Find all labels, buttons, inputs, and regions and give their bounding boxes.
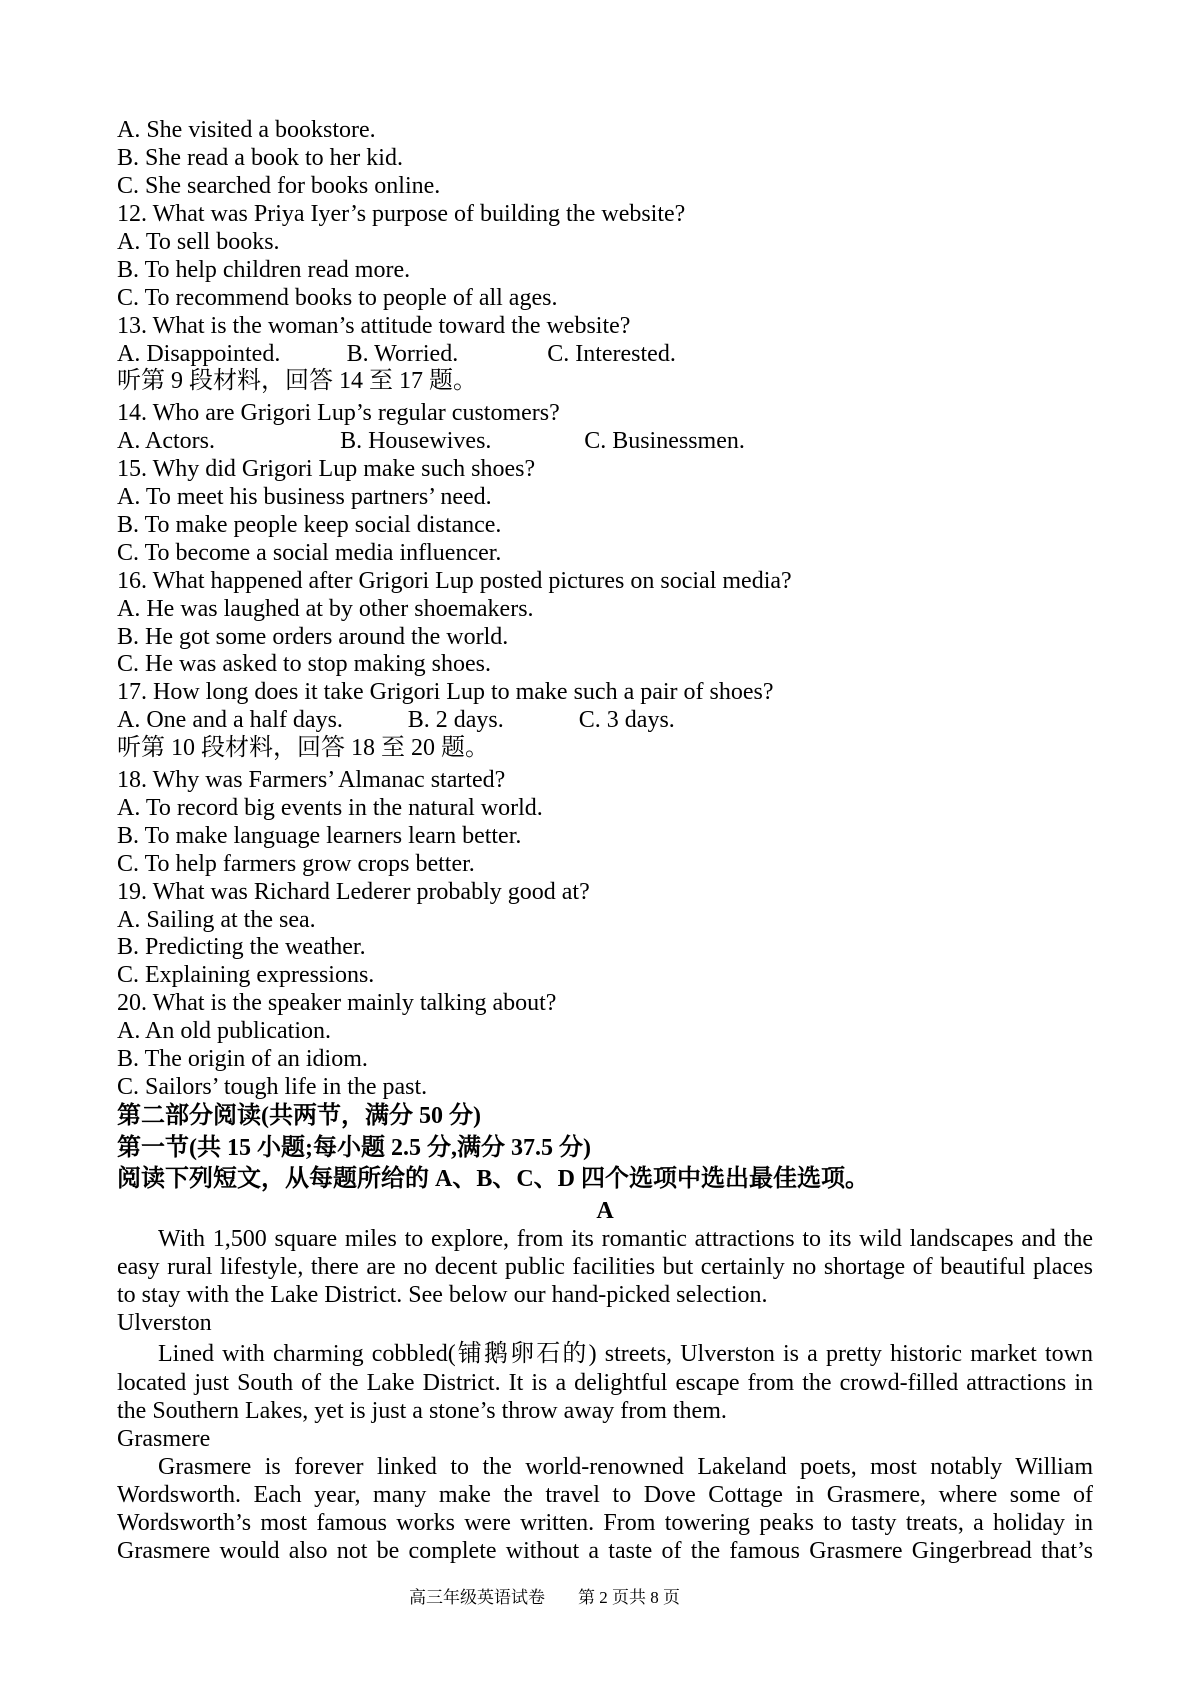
option-a: A. One and a half days. — [117, 707, 343, 734]
paragraph-line: Grasmere is forever linked to the world-renowned Lakeland poets, most notably William — [158, 1453, 1093, 1480]
option-a: A. Disappointed. — [117, 340, 281, 367]
paragraph-line: Grasmere would also not be complete without a taste of the famous Grasmere Gingerbread that’s — [117, 1537, 1093, 1564]
passage-label: A — [596, 1197, 614, 1224]
option-c: C. To become a social media influencer. — [117, 539, 502, 566]
option-b: B. The origin of an idiom. — [117, 1046, 368, 1073]
option-c: C. He was asked to stop making shoes. — [117, 651, 491, 678]
question-stem: 16. What happened after Grigori Lup posted pictures on social media? — [117, 567, 792, 594]
option-b: B. 2 days. — [407, 707, 504, 734]
option-b: B. Predicting the weather. — [117, 934, 366, 961]
option-c: C. To recommend books to people of all ages. — [117, 284, 558, 311]
passage-intro-paragraph — [117, 1226, 1093, 1310]
paragraph-line: the Southern Lakes, yet is just a stone’s throw away from them. — [117, 1398, 727, 1425]
question-stem: 13. What is the woman’s attitude toward the website? — [117, 312, 631, 339]
option-c: C. Businessmen. — [584, 427, 745, 454]
place-paragraph — [117, 1454, 1093, 1566]
option-a: A. An old publication. — [117, 1018, 331, 1045]
option-b: B. To make people keep social distance. — [117, 511, 502, 538]
question-18 — [117, 767, 1093, 879]
paragraph-line: easy rural lifestyle, there are no decent public facilities but certainly no shortage of beautiful places — [117, 1253, 1093, 1280]
place-heading: Ulverston — [117, 1309, 212, 1336]
paragraph-line: With 1,500 square miles to explore, from its romantic attractions to its wild landscapes and the — [158, 1225, 1093, 1252]
question-stem: 19. What was Richard Lederer probably good at? — [117, 878, 590, 905]
question-12 — [117, 201, 1093, 313]
place-heading: Grasmere — [117, 1426, 211, 1453]
option-row — [117, 707, 1093, 735]
option-a: A. He was laughed at by other shoemakers. — [117, 595, 534, 622]
option-b: B. To make language learners learn better. — [117, 822, 522, 849]
option-b: B. He got some orders around the world. — [117, 623, 509, 650]
option-a: A. To record big events in the natural world. — [117, 794, 543, 821]
footer-exam-title: 高三年级英语试卷 — [409, 1588, 545, 1607]
question-stem: 14. Who are Grigori Lup’s regular customers? — [117, 400, 560, 427]
footer-page-number: 第 2 页共 8 页 — [578, 1588, 680, 1607]
question-stem: 15. Why did Grigori Lup make such shoes? — [117, 455, 536, 482]
option-b: B. Worried. — [346, 340, 459, 367]
question-stem: 18. Why was Farmers’ Almanac started? — [117, 766, 506, 793]
option-row — [117, 341, 1093, 369]
paragraph-line: located just South of the Lake District. It is a delightful escape from the crowd-filled attractions in — [117, 1370, 1093, 1397]
material-instruction: 听第 10 段材料，回答 18 至 20 题。 — [117, 735, 489, 762]
paragraph-line: Wordsworth’s most famous works were written. From towering peaks to tasty treats, a holiday in — [117, 1509, 1093, 1536]
part-title: 第二部分阅读(共两节，满分 50 分) — [117, 1103, 481, 1130]
option-c: C. To help farmers grow crops better. — [117, 850, 475, 877]
question-15 — [117, 456, 1093, 568]
paragraph-line: Lined with charming cobbled(铺鹅卵石的) streets, Ulverston is a pretty historic market town — [158, 1340, 1093, 1367]
material-instruction: 听第 9 段材料，回答 14 至 17 题。 — [117, 368, 477, 395]
option-c: C. She searched for books online. — [117, 172, 441, 199]
section-title: 第一节(共 15 小题;每小题 2.5 分,满分 37.5 分) — [117, 1134, 591, 1161]
question-11 — [117, 117, 1093, 201]
question-20 — [117, 990, 1093, 1102]
option-a: A. Sailing at the sea. — [117, 906, 316, 933]
page-footer — [409, 1588, 709, 1608]
question-stem: 12. What was Priya Iyer’s purpose of building the website? — [117, 200, 686, 227]
option-c: C. Sailors’ tough life in the past. — [117, 1074, 428, 1101]
paragraph-line: to stay with the Lake District. See below our hand-picked selection. — [117, 1281, 768, 1308]
option-a: A. To sell books. — [117, 228, 280, 255]
option-c: C. Explaining expressions. — [117, 962, 375, 989]
option-a: A. Actors. — [117, 427, 215, 454]
option-row — [117, 428, 1093, 456]
question-13 — [117, 313, 1093, 369]
question-stem: 17. How long does it take Grigori Lup to make such a pair of shoes? — [117, 679, 774, 706]
option-a: A. She visited a bookstore. — [117, 117, 376, 143]
option-b: B. She read a book to her kid. — [117, 144, 403, 171]
question-stem: 20. What is the speaker mainly talking about? — [117, 990, 557, 1017]
question-16 — [117, 568, 1093, 680]
page-content — [117, 117, 1093, 1566]
reading-directions: 阅读下列短文，从每题所给的 A、B、C、D 四个选项中选出最佳选项。 — [117, 1166, 870, 1193]
paragraph-line: Wordsworth. Each year, many make the travel to Dove Cottage in Grasmere, where some of — [117, 1481, 1093, 1508]
option-c: C. 3 days. — [578, 707, 675, 734]
place-paragraph — [117, 1338, 1093, 1427]
question-14 — [117, 400, 1093, 456]
question-19 — [117, 879, 1093, 991]
option-a: A. To meet his business partners’ need. — [117, 483, 492, 510]
question-17 — [117, 679, 1093, 735]
option-b: B. To help children read more. — [117, 256, 411, 283]
option-b: B. Housewives. — [340, 427, 492, 454]
option-c: C. Interested. — [547, 340, 676, 367]
